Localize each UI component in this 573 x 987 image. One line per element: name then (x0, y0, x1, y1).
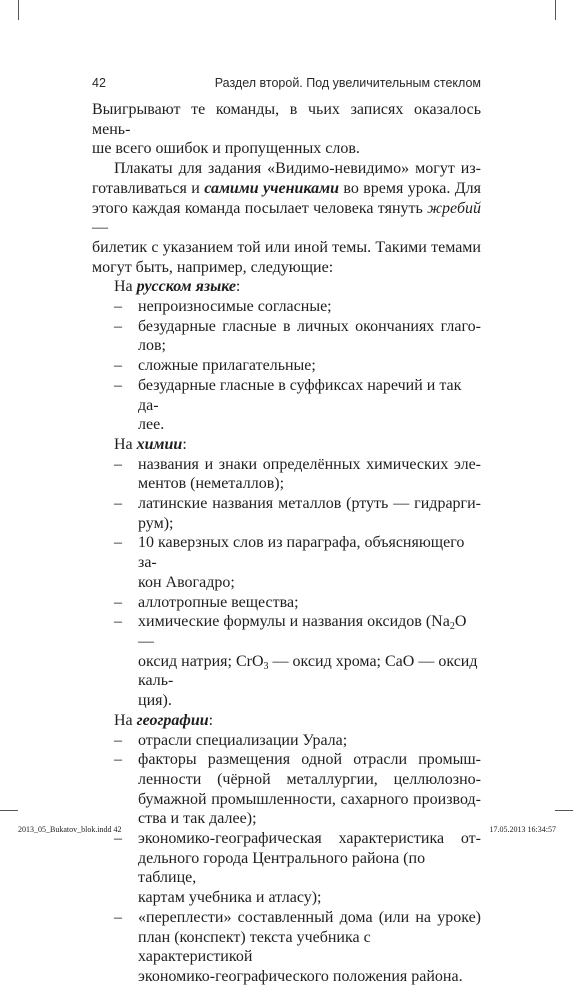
text-line: картам учебника и атласу); (138, 889, 322, 907)
crop-mark (555, 810, 573, 811)
text-run: во время урока. Для (339, 179, 482, 197)
print-timestamp: 17.05.2013 16:34:57 (489, 825, 556, 834)
subject-name: русском языке (136, 278, 236, 296)
text-run: готавливаться и (92, 179, 205, 197)
bullet-dash: – (114, 908, 122, 926)
list-item (92, 533, 481, 592)
subscript: 2 (449, 621, 455, 633)
text-run: : (235, 278, 241, 296)
text-line: латинские названия металлов (ртуть — гидрарги- (138, 495, 481, 513)
text-line: «переплести» составленный дома (или на уроке) (138, 908, 481, 926)
bullet-dash: – (114, 298, 122, 316)
list-item (92, 376, 481, 435)
text-run: оксид натрия; CrO (138, 652, 264, 670)
text-run: На (114, 711, 137, 729)
text-run: — (92, 219, 108, 237)
list-item (92, 455, 481, 494)
text-line: билетик с указанием той или иной темы. Такими темами (92, 238, 481, 256)
paragraph (92, 100, 481, 159)
text-line: Выигрывают те команды, в чьих записях оказалось мень- (92, 101, 481, 138)
bullet-dash: – (114, 613, 122, 631)
text-line: ства и так далее); (138, 810, 257, 828)
file-name: 2013_05_Bukatov_blok.indd 42 (18, 825, 122, 834)
text-line: аллотропные вещества; (138, 593, 299, 611)
list-item (92, 297, 481, 317)
list-item (92, 731, 481, 751)
text-line: ше всего ошибок и пропущенных слов. (92, 140, 360, 158)
text-line: кон Авогадро; (138, 573, 235, 591)
text-run: На (114, 278, 137, 296)
subject-heading (92, 435, 481, 455)
crop-mark (0, 810, 18, 811)
bullet-dash: – (114, 495, 122, 513)
list-item (92, 494, 481, 533)
text-line: лов; (138, 337, 166, 355)
subject-heading (92, 711, 481, 731)
subject-name: химии (136, 435, 183, 453)
text-line (138, 652, 481, 691)
list-item (92, 317, 481, 356)
bullet-dash: – (114, 376, 122, 394)
bullet-dash: – (114, 357, 122, 375)
bullet-dash: – (114, 830, 122, 848)
list-item (92, 750, 481, 829)
text-line: экономико-географического положения района. (138, 967, 463, 985)
text-line (92, 179, 481, 199)
text-line: факторы размещения одной отрасли промыш- (138, 751, 481, 769)
text-line: сложные прилагательные; (138, 357, 316, 375)
subscript: 3 (263, 660, 269, 672)
text-run: O — (138, 613, 467, 650)
list-item (92, 612, 481, 711)
text-line (138, 612, 481, 651)
crop-mark (18, 0, 19, 20)
page-number: 42 (92, 76, 106, 90)
list-item (92, 908, 481, 987)
text-run: этого каждая команда посылает человека тянуть (92, 199, 428, 217)
section-title: Раздел второй. Под увеличительным стеклом (214, 76, 481, 90)
text-line: безударные гласные в суффиксах наречий и так да- (138, 376, 462, 414)
subject-name: географии (136, 711, 209, 729)
text-run: — оксид хрома; CaO — оксид каль- (138, 652, 478, 690)
text-line: безударные гласные в личных окончаниях глаго- (138, 317, 481, 335)
emphasis: жребий (427, 199, 481, 217)
text-line: названия и знаки определённых химических эле- (138, 455, 481, 473)
list-item (92, 356, 481, 376)
topic-list (92, 297, 481, 435)
text-run: На (114, 435, 137, 453)
bullet-dash: – (114, 317, 122, 335)
topic-list (92, 455, 481, 711)
page-body (92, 100, 481, 987)
text-line (92, 199, 481, 238)
running-header (92, 76, 481, 94)
emphasis: самими учениками (204, 179, 339, 197)
text-run: : (182, 435, 187, 453)
paragraph (92, 159, 481, 277)
bullet-dash: – (114, 534, 122, 552)
list-item (92, 593, 481, 613)
bullet-dash: – (114, 751, 122, 769)
text-line: план (конспект) текста учебника с характеристикой (138, 928, 371, 966)
text-line: рум); (138, 514, 174, 532)
text-line: дельного города Центрального района (по таблице, (138, 849, 426, 887)
text-line: ментов (неметаллов); (138, 475, 285, 493)
text-line: экономико-географическая характеристика от- (138, 830, 481, 848)
topic-list (92, 731, 481, 987)
list-item (92, 829, 481, 908)
text-line: ленности (чёрной металлургии, целлюлозно- (138, 770, 481, 788)
crop-mark (555, 0, 556, 20)
text-line: ция). (138, 692, 172, 710)
text-line: отрасли специализации Урала; (138, 731, 348, 749)
text-run: : (208, 711, 214, 729)
text-line: Плакаты для задания «Видимо-невидимо» могут из- (114, 160, 481, 178)
text-line: могут быть, например, следующие: (92, 258, 334, 276)
bullet-dash: – (114, 731, 122, 749)
subject-heading (92, 277, 481, 297)
text-line: лее. (138, 416, 165, 434)
text-run: химические формулы и названия оксидов (Na (138, 613, 450, 631)
bullet-dash: – (114, 455, 122, 473)
text-line: непроизносимые согласные; (138, 298, 332, 316)
bullet-dash: – (114, 593, 122, 611)
text-line: 10 каверзных слов из параграфа, объясняющего за- (138, 534, 465, 572)
text-line: бумажной промышленности, сахарного производ- (138, 790, 481, 808)
